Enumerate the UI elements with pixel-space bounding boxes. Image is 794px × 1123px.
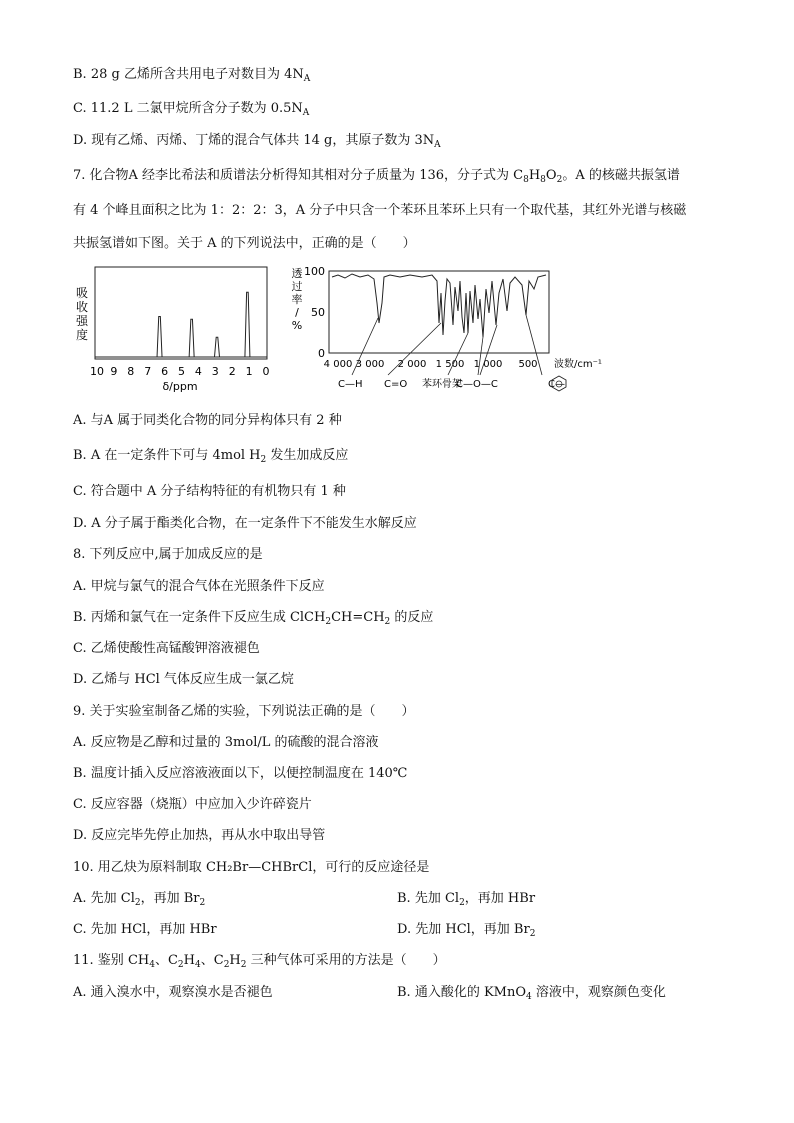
option-10a: A. 先加 $Cl_2$，再加 $Br_2$	[73, 891, 206, 908]
question-11: 11. 鉴别 $CH_4$、$C_2H_4$、$C_2H_2$ 三种气体可采用的方法是（ ）	[73, 953, 446, 970]
nmr-peak	[157, 317, 162, 358]
option-9d: D. 反应完毕先停止加热，再从水中取出导管	[73, 828, 326, 843]
spectra-svg	[70, 263, 730, 393]
nmr-x-tick: 3	[211, 365, 219, 378]
ir-band-label: C—H	[338, 379, 363, 390]
question-7-line-3: 共振氢谱如下图。关于 A 的下列说法中，正确的是（ ）	[73, 236, 416, 251]
option-7d: D. A 分子属于酯类化合物，在一定条件下不能发生水解反应	[73, 516, 417, 531]
nmr-peak	[214, 337, 219, 357]
option-10d: D. 先加 HCl，再加 $Br_2$	[397, 922, 536, 939]
question-9: 9. 关于实验室制备乙烯的实验，下列说法正确的是（ ）	[73, 704, 415, 719]
nmr-x-tick: 4	[194, 365, 202, 378]
option-8a: A. 甲烷与氯气的混合气体在光照条件下反应	[73, 579, 325, 594]
question-7-line-2: 有 4 个峰且面积之比为 1：2：2：3，A 分子中只含一个苯环且苯环上只有一个取代基，其红外光谱与核磁	[73, 203, 687, 218]
option-9c: C. 反应容器（烧瓶）中应加入少许碎瓷片	[73, 797, 312, 812]
nmr-y-label-char: 吸	[75, 286, 89, 300]
option-10b: B. 先加 $Cl_2$，再加 HBr	[397, 891, 536, 908]
question-7-line-1: 7. 化合物A 经李比希法和质谱法分析得知其相对分子质量为 136，分子式为 $C_8H_8O_2$。A 的核磁共振氢谱	[73, 168, 680, 185]
ir-x-tick: 3 000	[355, 359, 385, 370]
option-9a: A. 反应物是乙醇和过量的 3mol/L 的硫酸的混合溶液	[73, 735, 379, 750]
ir-y-label-char: 率	[291, 293, 303, 306]
nmr-peak	[245, 292, 250, 357]
nmr-peaks	[157, 292, 250, 357]
question-8: 8. 下列反应中,属于加成反应的是	[73, 547, 263, 562]
nmr-x-tick: 9	[110, 365, 118, 378]
option-9b: B. 温度计插入反应溶液液面以下，以便控制温度在 140℃	[73, 766, 408, 781]
nmr-x-tick: 7	[144, 365, 152, 378]
nmr-y-label-char: 收	[75, 300, 89, 314]
ir-y-tick: 100	[304, 265, 325, 278]
ir-y-label-char: 过	[291, 280, 303, 293]
nmr-spectrum	[76, 267, 270, 393]
ir-band-label: 苯环骨架	[422, 379, 462, 390]
option-7c: C. 符合题中 A 分子结构特征的有机物只有 1 种	[73, 484, 346, 499]
ir-x-tick: 2 000	[397, 359, 427, 370]
nmr-x-tick: 10	[90, 365, 104, 378]
option-8b: B. 丙烯和氯气在一定条件下反应生成 $ClCH_2CH=CH_2$ 的反应	[73, 610, 434, 627]
nmr-x-tick: 6	[161, 365, 169, 378]
ir-y-tick: 0	[318, 347, 325, 360]
ir-x-tick: 1 000	[473, 359, 503, 370]
nmr-x-ticks	[90, 365, 270, 378]
ir-spectrum	[292, 265, 602, 391]
ir-x-tick: 4 000	[323, 359, 353, 370]
ir-x-ticks	[324, 359, 538, 370]
option-7a: A. 与A 属于同类化合物的同分异构体只有 2 种	[73, 413, 342, 428]
ir-curve	[332, 274, 546, 337]
ir-y-ticks	[304, 265, 325, 360]
option-11a: A. 通入溴水中，观察溴水是否褪色	[73, 985, 273, 1000]
nmr-x-tick: 1	[245, 365, 253, 378]
nmr-peak	[189, 319, 194, 357]
option-7b: B. A 在一定条件下可与 4mol $H_2$ 发生加成反应	[73, 448, 349, 465]
question-10: 10. 用乙炔为原料制取 CH₂Br—CHBrCl，可行的反应途径是	[73, 860, 430, 875]
nmr-y-label	[76, 286, 89, 342]
nmr-x-tick: 8	[127, 365, 135, 378]
ir-x-unit: 波数/cm⁻¹	[554, 359, 602, 370]
option-8d: D. 乙烯与 HCl 气体反应生成一氯乙烷	[73, 672, 294, 687]
nmr-x-label: δ/ppm	[162, 380, 198, 393]
ir-x-tick: 500	[518, 359, 538, 370]
nmr-x-tick: 5	[178, 365, 185, 378]
option-6c: C. 11.2 L 二氯甲烷所含分子数为 $0.5N_A$	[73, 101, 310, 118]
nmr-x-tick: 0	[262, 365, 270, 378]
option-10c: C. 先加 HCl，再加 HBr	[73, 922, 217, 937]
option-6b: B. 28 g 乙烯所含共用电子对数目为 $4N_A$	[73, 67, 311, 84]
nmr-x-tick: 2	[228, 365, 236, 378]
nmr-y-label-char: 度	[75, 328, 89, 342]
ir-y-label-char: /	[295, 306, 299, 319]
ir-band-labels	[338, 377, 565, 390]
option-6d: D. 现有乙烯、丙烯、丁烯的混合气体共 14 g，其原子数为 $3N_A$	[73, 133, 441, 150]
ir-band-label: C—O—C	[456, 379, 498, 390]
ir-x-tick: 1 500	[435, 359, 465, 370]
option-8c: C. 乙烯使酸性高锰酸钾溶液褪色	[73, 641, 260, 656]
ir-y-label	[292, 267, 303, 332]
ir-y-tick: 50	[311, 306, 325, 319]
ir-y-label-char: 透	[291, 267, 303, 280]
ir-band-label: C=O	[384, 379, 408, 390]
option-11b: B. 通入酸化的 KMnO$_4$ 溶液中，观察颜色变化	[397, 985, 666, 1002]
nmr-y-label-char: 强	[75, 314, 89, 328]
ir-band-label: C—	[548, 379, 565, 390]
spectra-figure	[70, 263, 730, 393]
ir-y-label-char: %	[291, 319, 303, 332]
